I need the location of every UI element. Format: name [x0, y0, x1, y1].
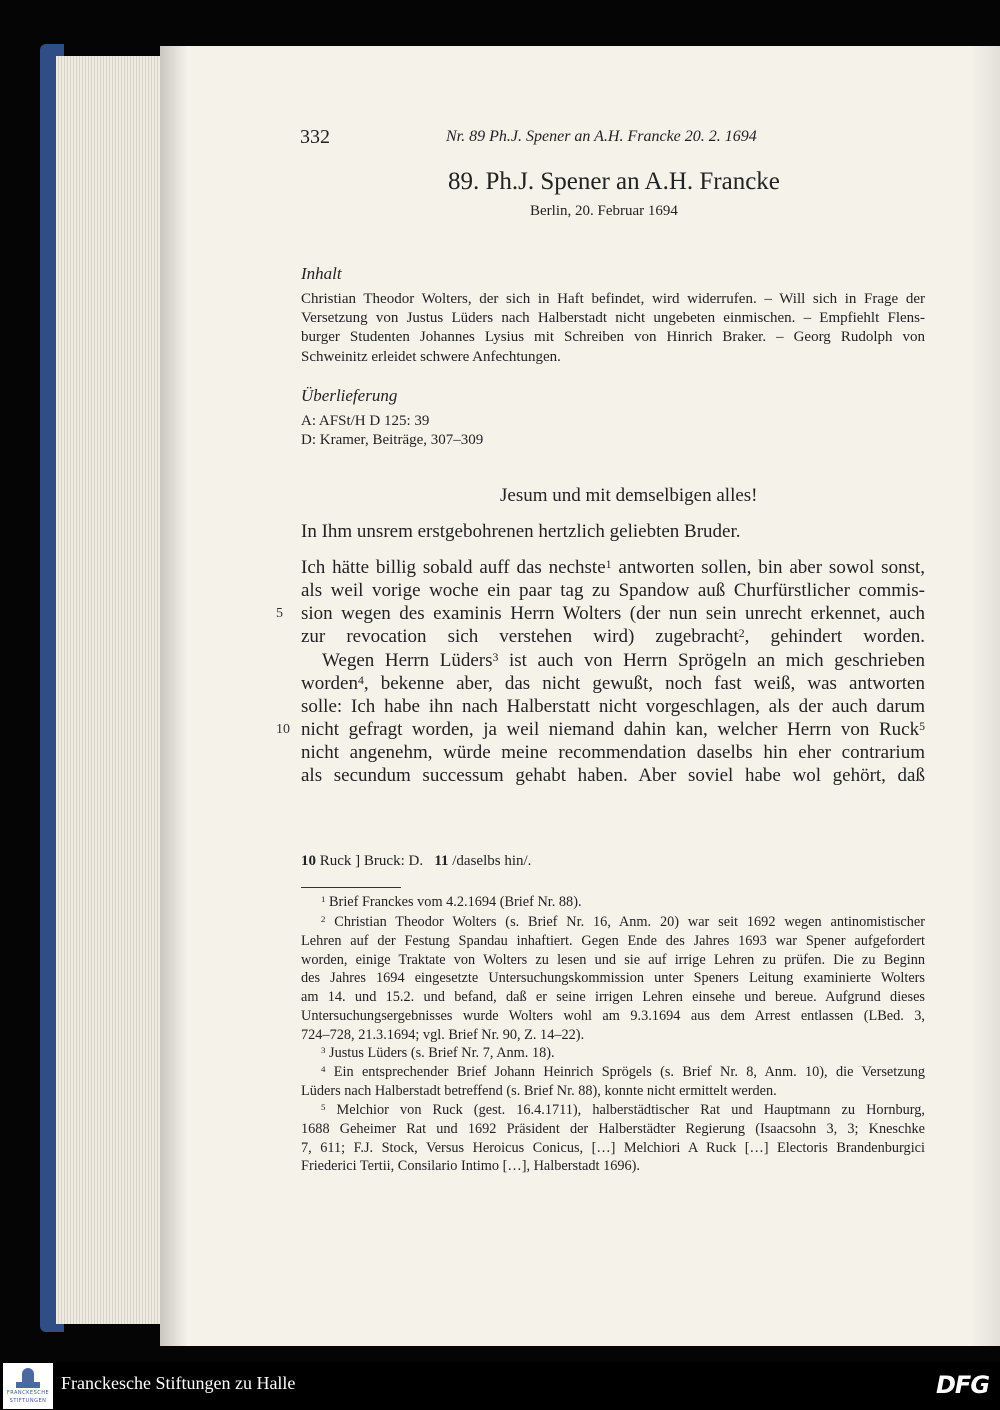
institution-name: Franckesche Stiftungen zu Halle — [61, 1373, 296, 1393]
summary-line: Schweinitz erleidet schwere Anfechtungen. — [301, 348, 561, 365]
footnote: $^4$ Ein entsprechender Brief Johann Heinrich Sprögels (s. Brief Nr. 8, Anm. 10), die Versetzung Lüders nach Halberstadt betreffend (s. Brief Nr. 88), konnte nicht ermittelt werden. — [301, 1064, 926, 1099]
body-line: nicht angenehm, würde meine recommendation daselbs hin eher contrarium — [301, 742, 925, 763]
source-entry: A: AFSt/H D 125: 39 — [301, 413, 430, 429]
running-head: Nr. 89 Ph.J. Spener an A.H. Francke 20. 2. 1694 — [446, 128, 757, 145]
institution-logo: FRANCKESCHE STIFTUNGEN — [3, 1363, 53, 1409]
body-line: solle: Ich habe ihn nach Halberstatt nicht vorgeschlagen, als der auch darum — [301, 696, 925, 717]
page-stack-edges — [56, 56, 164, 1324]
footnote: $^5$ Melchior von Ruck (gest. 16.4.1711), halberstädtischer Rat und Hauptmann zu Hornburg, 1688 Geheimer Rat und 1692 Präsident der Halberstädter Regierung (Isaacsohn 3, 3; Kneschke 7, 611; F.J. Stock, Versus Heroicus Conicus, […] Melchiori A Ruck […] Electoris Brandenburgici Friederici Tertii, Consilario Intimo […], Halberstadt 1696). — [301, 1102, 926, 1175]
dfg-logo: DFG — [936, 1371, 990, 1399]
body-line: als secundum successum gehabt haben. Aber soviel habe wol gehört, daß — [301, 765, 925, 786]
inhalt-heading: Inhalt — [301, 264, 342, 283]
inhalt-summary — [301, 290, 925, 367]
body-line: als weil vorige woche ein paar tag zu Spandow auß Churfürstlicher commis- — [301, 580, 925, 601]
summary-line: Christian Theodor Wolters, der sich in Haft befindet, wird widerrufen. – Will sich in Frage der — [301, 291, 925, 307]
footnote-ref: 1 — [605, 557, 612, 571]
ueberlieferung-list — [301, 412, 925, 450]
summary-line: burger Studenten Johannes Lysius mit Schreiben von Hinrich Braker. – Georg Rudolph von — [301, 329, 925, 346]
footnote-rule — [301, 887, 401, 888]
footnote-ref: 2 — [738, 626, 745, 640]
body-line: Wegen Herrn Lüders$^3$ ist auch von Herrn Sprögeln an mich geschrieben — [322, 650, 925, 671]
salutation: Jesum und mit demselbigen alles! — [500, 485, 758, 506]
page-number: 332 — [300, 126, 330, 148]
body-line: nicht gefragt worden, ja weil niemand dahin kan, welcher Herrn von Ruck$^5$ — [301, 719, 925, 740]
footnote-ref: 4 — [357, 673, 364, 687]
body-line: sion wegen des examinis Herrn Wolters (der nun sein unrecht erkennet, auch — [301, 603, 925, 624]
letter-title: 89. Ph.J. Spener an A.H. Francke — [448, 168, 780, 195]
body-line: worden$^4$, bekenne aber, das nicht gewußt, noch fast weiß, was antworten — [301, 673, 925, 694]
footnote: $^1$ Brief Franckes vom 4.2.1694 (Brief Nr. 88). — [321, 894, 582, 910]
letter-date: Berlin, 20. Februar 1694 — [530, 203, 678, 219]
page-shadow — [970, 46, 1000, 1346]
line-number: 10 — [276, 722, 290, 737]
footnote: $^2$ Christian Theodor Wolters (s. Brief Nr. 16, Anm. 20) war seit 1692 wegen antinomistischer Lehren auf der Festung Spandau inhaftiert. Gegen Ende des Jahres 1693 war Spener aufgefordert worden, einige Traktate von Wolters zu lesen und sie auf irrige Lehren zu prüfen. Die zu Beginn des Jahres 1694 eingesetzte Untersuchungskommission unter Speners Leitung examinierte Wolters am 14. und 15.2. und befand, daß er seine irrigen Lehren einsehe und bereue. Aufgrund dieses Untersuchungsergebnisses wurde Wolters wohl am 9.3.1694 aus dem Arrest entlassen (LBed. 3, 724–728, 21.3.1694; vgl. Brief Nr. 90, Z. 14–22). — [301, 914, 925, 1043]
source-entry: D: Kramer, Beiträge, 307–309 — [301, 432, 484, 449]
summary-line: Versetzung von Justus Lüders nach Halberstadt nicht ungebeten einmischen. – Empfiehlt Flens- — [301, 310, 925, 327]
gutter-shadow — [160, 46, 188, 1346]
critical-apparatus: 10 Ruck ] Bruck: D. 11 /daselbs hin/. — [301, 853, 532, 869]
body-line: zur revocation sich verstehen wird) zugebracht$^2$, gehindert worden. — [301, 626, 926, 647]
line-number: 5 — [276, 606, 283, 621]
ueberlieferung-heading: Überlieferung — [301, 386, 398, 405]
footnote: $^3$ Justus Lüders (s. Brief Nr. 7, Anm. 18). — [321, 1045, 555, 1061]
footnote-ref: 3 — [492, 650, 499, 664]
body-line: Ich hätte billig sobald auff das nechste$^1$ antworten sollen, bin aber sowol sonst, — [301, 557, 926, 578]
footnote-ref: 5 — [919, 719, 925, 733]
address-line: In Ihm unsrem erstgebohrenen hertzlich geliebten Bruder. — [301, 521, 741, 542]
